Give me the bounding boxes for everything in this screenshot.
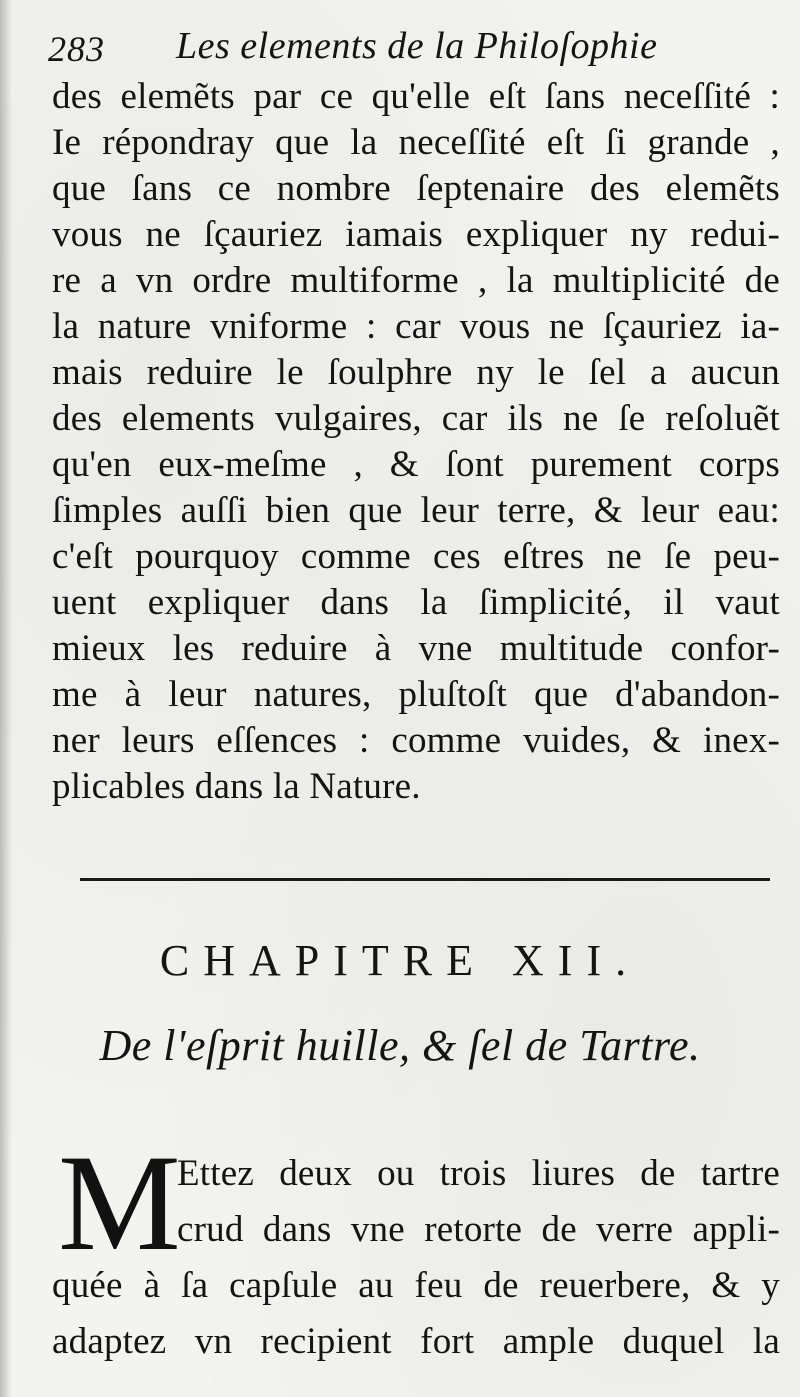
text-line: la nature vniforme : car vous ne ſçauriez ia-: [52, 306, 780, 347]
chapter-subtitle: De l'eſprit huille, & ſel de Tartre.: [99, 1021, 701, 1070]
text-line: crud dans vne retorte de verre appli-: [177, 1209, 780, 1250]
text-line: quée à ſa capſule au feu de reuerbere, & y: [52, 1265, 780, 1306]
text-line: qu'en eux-meſme , & ſont purement corps: [52, 444, 780, 485]
text-line: que ſans ce nombre ſeptenaire des elemẽts: [52, 168, 780, 209]
text-line: uent expliquer dans la ſimplicité, il vaut: [52, 582, 780, 623]
text-line: ſimples auſſi bien que leur terre, & leur eau:: [52, 490, 780, 531]
body-text: [52, 74, 780, 810]
text-line: me à leur natures, pluſtoſt que d'abandon-: [52, 674, 780, 715]
drop-cap: M: [58, 1126, 181, 1279]
text-line: vous ne ſçauriez iamais expliquer ny redui-: [52, 214, 780, 255]
running-head-title: Les elements de la Philoſophie: [176, 25, 658, 67]
text-line: mieux les reduire à vne multitude confor-: [52, 628, 780, 669]
text-line: mais reduire le ſoulphre ny le ſel a aucun: [52, 352, 780, 393]
text-line: des elements vulgaires, car ils ne ſe reſoluẽt: [52, 398, 780, 439]
chapter-opening-text: [52, 1146, 780, 1370]
text-line: plicables dans la Nature.: [52, 766, 421, 807]
text-line: re a vn ordre multiforme , la multiplicité de: [52, 260, 780, 301]
page-gutter-shadow: [0, 0, 12, 1397]
section-divider-rule: [80, 878, 770, 881]
text-line: adaptez vn recipient fort ample duquel la: [52, 1321, 780, 1362]
text-line: Ettez deux ou trois liures de tartre: [177, 1153, 780, 1194]
text-line: c'eſt pourquoy comme ces eſtres ne ſe peu-: [52, 536, 780, 577]
text-line: ner leurs eſſences : comme vuides, & inex-: [52, 720, 780, 761]
text-line: Ie répondray que la neceſſité eſt ſi grande ,: [52, 122, 780, 163]
text-line: des elemẽts par ce qu'elle eſt ſans neceſſité :: [52, 76, 780, 117]
running-head: [48, 14, 768, 74]
chapter-heading: CHAPITRE XII.: [159, 936, 641, 985]
page-number: 283: [48, 29, 105, 69]
